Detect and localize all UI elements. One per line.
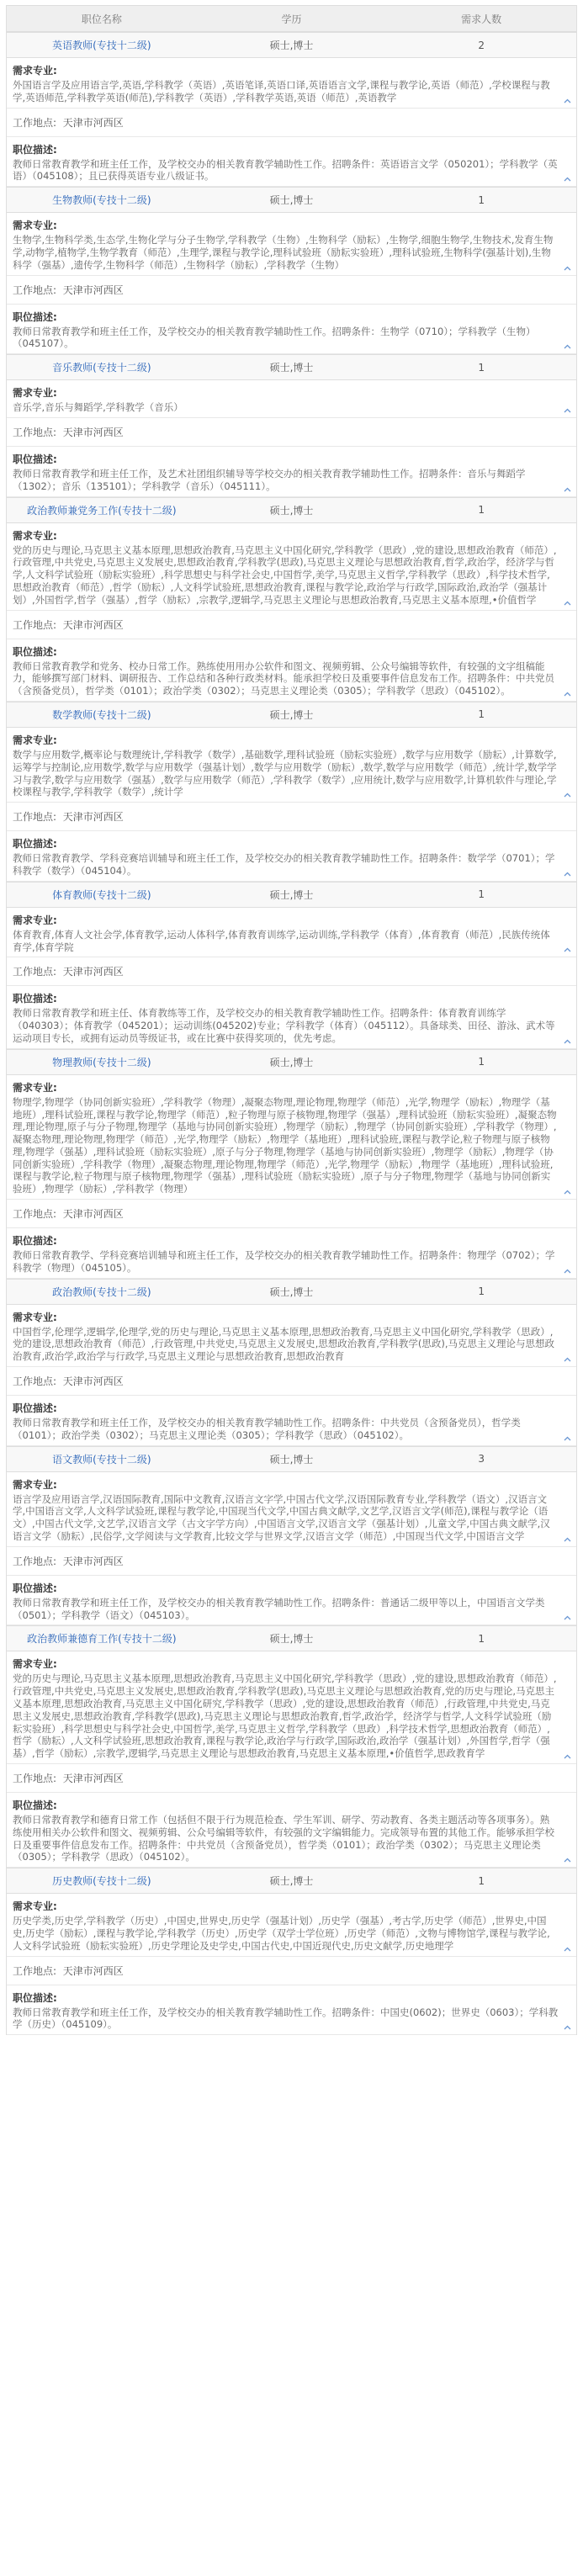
job-item xyxy=(6,187,577,354)
job-row xyxy=(7,187,576,213)
job-title-link[interactable]: 音乐教师(专技十二级) xyxy=(52,362,151,374)
location-line xyxy=(7,418,576,447)
collapse-chevron-icon[interactable] xyxy=(564,1946,571,1953)
description-text: 教师日常教育教学和班主任、体育教练等工作，及学校交办的相关教育教学辅助性工作。招聘条件：体育教育训练学（040303）；体育教学（045201）；运动训练(045202)专业；学科教学（体育）（045112）。具备球类、田径、游泳、武术等运动项目专长，或拥有运动员等级证书，或在比赛中获得奖项的，优先考虑。 xyxy=(13,1007,555,1044)
major-text: 音乐学,音乐与舞蹈学,学科教学（音乐） xyxy=(13,401,183,414)
collapse-chevron-icon[interactable] xyxy=(564,1038,571,1046)
description-text: 教师日常教育教学、学科竞赛培训辅导和班主任工作，及学校交办的相关教育教学辅助性工作。招聘条件：物理学（0702）；学科教学（物理）（045105）。 xyxy=(13,1249,555,1274)
location-value: 天津市河西区 xyxy=(62,116,124,129)
collapse-chevron-icon[interactable] xyxy=(564,946,571,954)
job-count: 1 xyxy=(478,1874,485,1887)
location-label: 工作地点: xyxy=(13,1208,57,1221)
description-label: 职位描述: xyxy=(13,1799,57,1812)
location-line xyxy=(7,276,576,305)
major-label: 需求专业: xyxy=(13,1900,57,1913)
job-row xyxy=(7,1049,576,1075)
job-list xyxy=(6,5,577,2035)
job-row xyxy=(7,702,576,728)
job-education: 硕士,博士 xyxy=(269,1285,314,1298)
job-count: 1 xyxy=(478,888,485,901)
description-label: 职位描述: xyxy=(13,453,57,465)
location-value: 天津市河西区 xyxy=(62,811,124,824)
description-section xyxy=(7,137,576,188)
job-education: 硕士,博士 xyxy=(269,40,314,51)
description-label: 职位描述: xyxy=(13,1582,57,1594)
major-section xyxy=(7,1472,576,1547)
collapse-chevron-icon[interactable] xyxy=(564,691,571,698)
job-row xyxy=(7,1279,576,1305)
description-text: 教师日常教育教学和班主任工作，及学校交办的相关教育教学辅助性工作。招聘条件：中共党员（含预备党员），哲学类（0101）；政治学类（0302）；马克思主义理论类（0305）；学科教学（思政）（045102）。 xyxy=(13,1417,521,1441)
job-title-link[interactable]: 英语教师(专技十二级) xyxy=(52,40,151,51)
major-label: 需求专业: xyxy=(13,220,57,232)
description-section xyxy=(7,639,576,702)
job-education: 硕士,博士 xyxy=(269,362,314,374)
major-section xyxy=(7,213,576,275)
description-label: 职位描述: xyxy=(13,143,57,156)
job-education: 硕士,博士 xyxy=(269,708,314,721)
job-education: 硕士,博士 xyxy=(269,1453,314,1466)
job-item xyxy=(6,702,577,882)
location-line xyxy=(7,1200,576,1228)
job-row xyxy=(7,32,576,58)
major-text: 外国语言学及应用语言学,英语,学科教学（英语）,英语笔译,英语口译,英语语言文学,课程与教学论,英语（师范）,学校课程与教学,英语师范,学科教学英语(师范),学科教学（英语）,学科教学英语,英语（师范）,英语教学 xyxy=(13,79,550,103)
collapse-chevron-icon[interactable] xyxy=(564,1614,571,1622)
major-section xyxy=(7,1075,576,1200)
description-section xyxy=(7,1985,576,2036)
job-item xyxy=(6,1446,577,1626)
job-item xyxy=(6,1279,577,1446)
collapse-chevron-icon[interactable] xyxy=(564,486,571,494)
description-label: 职位描述: xyxy=(13,1402,57,1415)
collapse-chevron-icon[interactable] xyxy=(564,1435,571,1443)
description-label: 职位描述: xyxy=(13,310,57,323)
job-title-link[interactable]: 政治教师(专技十二级) xyxy=(52,1285,151,1298)
major-label: 需求专业: xyxy=(13,1658,57,1671)
major-section xyxy=(7,380,576,418)
job-title-link[interactable]: 生物教师(专技十二级) xyxy=(52,194,151,207)
major-section xyxy=(7,58,576,109)
location-value: 天津市河西区 xyxy=(62,1773,124,1785)
major-text: 党的历史与理论,马克思主义基本原理,思想政治教育,马克思主义中国化研究,学科教学（思政）,党的建设,思想政治教育（师范）,行政管理,中共党史,马克思主义发展史,思想政治教育,学科教学(思政),马克思主义理论与思想政治教育,哲学,政治学，经济学与哲学,人文科学试验班（励耘实验班）,科学思想史与科学社会史,中国哲学,美学,马克思主义哲学,学科教学（思政）,科学技术哲学,思想政治教育（师范）,哲学（励耘）,人文科学试验班,思想政治教育,课程与教学论,政治学与行政学,国际政治,政治学（强基计划）,外国哲学,哲学（强基）,哲学（励耘）,宗教学,逻辑学,马克思主义理论与思想政治教育,马克思主义基本原理,•价值哲学 xyxy=(13,543,557,606)
header-count: 需求人数 xyxy=(461,13,502,25)
description-section xyxy=(7,986,576,1048)
location-label: 工作地点: xyxy=(13,618,57,631)
major-label: 需求专业: xyxy=(13,387,57,400)
description-label: 职位描述: xyxy=(13,993,57,1005)
description-section xyxy=(7,1793,576,1868)
table-header xyxy=(6,5,577,32)
location-value: 天津市河西区 xyxy=(62,1208,124,1221)
location-value: 天津市河西区 xyxy=(62,1375,124,1388)
location-value: 天津市河西区 xyxy=(62,966,124,978)
job-title-link[interactable]: 政治教师兼党务工作(专技十二级) xyxy=(27,504,177,517)
job-title-link[interactable]: 语文教师(专技十二级) xyxy=(52,1453,151,1466)
job-title-link[interactable]: 物理教师(专技十二级) xyxy=(52,1056,151,1068)
job-row xyxy=(7,1446,576,1472)
description-text: 教师日常教育教学和德育日常工作（包括但不限于行为规范检查、学生军训、研学、劳动教育、各类主题活动等各项事务）。熟练使用相关办公软件和图文、视频剪辑、公众号编辑等软件，有较强的文字编辑能力。完成领导布置的其他工作。能够承担学校日及重要事件信息发布工作。招聘条件：中共党员（含预备党员），哲学类（0101）；政治学类（0302）；马克思主义理论类（0305）；学科教学（思政）（045102）。 xyxy=(13,1814,554,1863)
job-title-link[interactable]: 政治教师兼德育工作(专技十二级) xyxy=(27,1633,177,1646)
collapse-chevron-icon[interactable] xyxy=(564,792,571,799)
description-text: 教师日常教育教学和班主任工作，及学校交办的相关教育教学辅助性工作。招聘条件：中国史(0602)；世界史（0603）；学科教学（历史）（045109）。 xyxy=(13,2006,559,2031)
major-label: 需求专业: xyxy=(13,1478,57,1491)
job-row xyxy=(7,1868,576,1894)
job-item xyxy=(6,1049,577,1279)
job-education: 硕士,博士 xyxy=(269,1875,314,1888)
description-text: 教师日常教育教学和班主任工作，及学校交办的相关教育教学辅助性工作。招聘条件：英语语言文学（050201）；学科教学（英语）（045108）；且已获得英语专业八级证书。 xyxy=(13,157,558,183)
location-value: 天津市河西区 xyxy=(62,1555,124,1567)
job-count: 3 xyxy=(478,1453,485,1466)
collapse-chevron-icon[interactable] xyxy=(564,600,571,607)
description-label: 职位描述: xyxy=(13,645,57,658)
job-education: 硕士,博士 xyxy=(269,888,314,901)
major-label: 需求专业: xyxy=(13,65,57,77)
collapse-chevron-icon[interactable] xyxy=(564,407,571,415)
major-text: 中国哲学,伦理学,逻辑学,伦理学,党的历史与理论,马克思主义基本原理,思想政治教育,马克思主义中国化研究,学科教学（思政）,党的建设,思想政治教育（师范）,行政管理,中共党史,马克思主义发展史,思想政治教育,学科教学(思政),马克思主义理论与思想政治教育,政治学,政治学与行政学,马克思主义理论与思想政治教育,思想政治教育 xyxy=(13,1325,555,1363)
location-label: 工作地点: xyxy=(13,1555,57,1567)
description-text: 教师日常教育教学、学科竞赛培训辅导和班主任工作，及学校交办的相关教育教学辅助性工作。招聘条件：数学学（0701）；学科教学（数学）（045104）。 xyxy=(13,852,555,877)
job-count: 1 xyxy=(478,708,485,721)
major-text: 生物学,生物科学类,生态学,生物化学与分子生物学,学科教学（生物）,生物科学（励耘）,生物学,细胞生物学,生物技术,发育生物学,动物学,植物学,生物学教育（师范）,生理学,课程与教学论,理科试验班（励耘实验班）,理科试验班,生物科学(强基计划),生物科学（强基）,遗传学,生物科学（师范）,生物科学（励耘）,学科教学（生物） xyxy=(13,234,554,271)
description-section xyxy=(7,305,576,355)
job-title-link[interactable]: 体育教师(专技十二级) xyxy=(52,888,151,901)
location-line xyxy=(7,109,576,137)
major-section xyxy=(7,1894,576,1956)
location-label: 工作地点: xyxy=(13,1375,57,1388)
major-label: 需求专业: xyxy=(13,529,57,542)
major-label: 需求专业: xyxy=(13,1081,57,1094)
job-item xyxy=(6,32,577,187)
description-section xyxy=(7,1396,576,1446)
location-line xyxy=(7,611,576,639)
major-text: 体育教育,体育人文社会学,体育教学,运动人体科学,体育教育训练学,运动训练,学科教学（体育）,体育教育（师范）,民族传统体育学,体育学院 xyxy=(13,928,550,953)
job-row xyxy=(7,354,576,380)
major-label: 需求专业: xyxy=(13,914,57,926)
major-section xyxy=(7,1305,576,1367)
collapse-chevron-icon[interactable] xyxy=(564,1356,571,1364)
location-label: 工作地点: xyxy=(13,1773,57,1785)
description-text: 教师日常教育教学和班主任工作，及学校交办的相关教育教学辅助性工作。招聘条件：普通话二级甲等以上，中国语言文学类（0501）；学科教学（语文）（045103）。 xyxy=(13,1596,545,1621)
description-section xyxy=(7,1228,576,1279)
location-line xyxy=(7,803,576,831)
description-label: 职位描述: xyxy=(13,1235,57,1248)
job-count: 1 xyxy=(478,1632,485,1645)
collapse-chevron-icon[interactable] xyxy=(564,1857,571,1864)
job-row xyxy=(7,497,576,523)
major-section xyxy=(7,523,576,611)
major-text: 物理学,物理学（协同创新实验班）,学科教学（物理）,凝聚态物理,理论物理,物理学（师范）,光学,物理学（励耘）,物理学（基地班）,理科试验班,课程与教学论,物理学（师范）,粒子物理与原子核物理,物理学（强基）,理科试验班（励耘实验班）,凝聚态物理,理论物理,原子与分子物理,物理学（基地与协同创新实验班）,物理学（励耘）,物理学（协同创新实验班）,学科教学（物理）,凝聚态物理,理论物理,物理学（师范）,光学,物理学（励耘）,物理学（基地班）,理科试验班,课程与教学论,粒子物理与原子核物理,物理学（强基）,理科试验班（励耘实验班）,原子与分子物理,物理学（基地与协同创新实验班）,物理学（励耘）,物理学（协同创新实验班）,学科教学（物理）,凝聚态物理,理论物理,物理学（师范）,光学,物理学（励耘）,物理学（基地班）,理科试验班,课程与教学论,粒子物理与原子核物理,物理学（强基）,理科试验班（励耘实验班）,原子与分子物理,物理学（基地与协同创新实验班）,物理学（励耘）,学科教学（物理） xyxy=(13,1095,557,1195)
job-item xyxy=(6,354,577,496)
major-section xyxy=(7,1651,576,1764)
job-education: 硕士,博士 xyxy=(269,504,314,517)
location-value: 天津市河西区 xyxy=(62,1964,124,1977)
description-section xyxy=(7,447,576,497)
job-education: 硕士,博士 xyxy=(269,1056,314,1068)
job-count: 1 xyxy=(478,1056,485,1068)
major-section xyxy=(7,908,576,958)
job-count: 1 xyxy=(478,193,485,206)
job-item xyxy=(6,497,577,702)
description-text: 教师日常教育教学和班主任工作，及学校交办的相关教育教学辅助性工作。招聘条件：生物学（0710）；学科教学（生物）（045107）。 xyxy=(13,325,536,350)
major-label: 需求专业: xyxy=(13,1311,57,1323)
location-value: 天津市河西区 xyxy=(62,618,124,631)
header-job-name: 职位名称 xyxy=(81,13,122,25)
location-line xyxy=(7,1547,576,1576)
location-line xyxy=(7,1764,576,1793)
collapse-chevron-icon[interactable] xyxy=(564,1536,571,1544)
job-title-link[interactable]: 数学教师(专技十二级) xyxy=(52,708,151,721)
location-label: 工作地点: xyxy=(13,116,57,129)
job-count: 1 xyxy=(478,504,485,517)
job-item xyxy=(6,882,577,1049)
collapse-chevron-icon[interactable] xyxy=(564,2024,571,2032)
location-label: 工作地点: xyxy=(13,1964,57,1977)
location-line xyxy=(7,1367,576,1396)
description-section xyxy=(7,831,576,882)
job-item xyxy=(6,1625,577,1868)
description-section xyxy=(7,1576,576,1626)
job-count: 1 xyxy=(478,1285,485,1298)
header-education: 学历 xyxy=(281,13,302,25)
location-label: 工作地点: xyxy=(13,811,57,824)
location-value: 天津市河西区 xyxy=(62,284,124,296)
collapse-chevron-icon[interactable] xyxy=(564,98,571,105)
location-label: 工作地点: xyxy=(13,966,57,978)
major-text: 数学与应用数学,概率论与数理统计,学科教学（数学）,基础数学,理科试验班（励耘实验班）,数学与应用数学（励耘）,计算数学,运筹学与控制论,应用数学,数学与应用数学（强基计划）,数学与应用数学（励耘）,数学,数学与应用数学（师范）,统计学,数学学习与教学,数学与应用数学（强基）,数学与应用数学（师范）,学科教学（数学）,应用统计,数学与应用数学,计算机软件与理论,学校课程与教学,学科教学（数学）,统计学 xyxy=(13,748,557,798)
collapse-chevron-icon[interactable] xyxy=(564,1268,571,1275)
location-label: 工作地点: xyxy=(13,284,57,296)
collapse-chevron-icon[interactable] xyxy=(564,343,571,351)
job-item xyxy=(6,1868,577,2035)
location-label: 工作地点: xyxy=(13,426,57,438)
collapse-chevron-icon[interactable] xyxy=(564,176,571,183)
description-text: 教师日常教育教学和党务、校办日常工作。熟练使用用办公软件和图文、视频剪辑、公众号编辑等软件，有较强的文字组稿能力，能够撰写部门材料、调研报告、工作总结和各种行政类材料。能承担学校日及重要事件信息发布工作。招聘条件：中共党员（含预备党员），哲学类（0101）；政治学类（0302）；马克思主义理论类（0305）；学科教学（思政）（045102）。 xyxy=(13,660,554,697)
job-row xyxy=(7,882,576,908)
job-row xyxy=(7,1625,576,1651)
collapse-chevron-icon[interactable] xyxy=(564,871,571,878)
major-text: 语言学及应用语言学,汉语国际教育,国际中文教育,汉语言文字学,中国古代文学,汉语国际教育专业,学科教学（语文）,汉语言文学,中国语言文学,人文科学试验班,课程与教学论,中国现当代文学,中国古典文献学,文艺学,汉语言文学(师范),课程与教学论（语文）,中国古代文学,文艺学,汉语言文学（古文字学方向）,中国语言文学,汉语言文学（强基计划）,儿童文学,中国古典文献学,汉语言文学（励耘）,民俗学,文学阅读与文学教育,比较文学与世界文学,汉语言文学（师范）,中国现当代文学,中国语言文学 xyxy=(13,1492,550,1543)
job-education: 硕士,博士 xyxy=(269,1633,314,1646)
location-line xyxy=(7,957,576,986)
description-text: 教师日常教育教学和班主任工作，及艺术社团组织辅导等学校交办的相关教育教学辅助性工作。招聘条件：音乐与舞蹈学（1302）；音乐（135101）；学科教学（音乐）（045111）。 xyxy=(13,467,526,492)
major-section xyxy=(7,728,576,803)
job-count: 2 xyxy=(478,39,485,51)
major-text: 党的历史与理论,马克思主义基本原理,思想政治教育,马克思主义中国化研究,学科教学（思政）,党的建设,思想政治教育（师范）,行政管理,中共党史,马克思主义发展史,思想政治教育,学科教学(思政),马克思主义理论与思想政治教育,党的历史与理论,马克思主义基本原理,思想政治教育,马克思主义中国化研究,学科教学（思政）,党的建设,思想政治教育（师范）,行政管理,中共党史,马克思主义发展史,思想政治教育,学科教学(思政),马克思主义理论与思想政治教育,哲学,政治学，经济学与哲学,人文科学试验班（励耘实验班）,科学思想史与科学社会史,中国哲学,美学,马克思主义哲学,学科教学（思政）,科学技术哲学,思想政治教育（师范）,哲学（励耘）,人文科学试验班,思想政治教育,课程与教学论,政治学与行政学,国际政治,政治学（强基计划）,外国哲学,哲学（强基）,哲学（励耘）,宗教学,逻辑学,马克思主义理论与思想政治教育,马克思主义基本原理,•价值哲学,思政教育学 xyxy=(13,1672,557,1760)
job-title-link[interactable]: 历史教师(专技十二级) xyxy=(52,1875,151,1888)
major-label: 需求专业: xyxy=(13,734,57,746)
major-text: 历史学类,历史学,学科教学（历史）,中国史,世界史,历史学（强基计划）,历史学（强基）,考古学,历史学（师范）,世界史,中国史,历史学（励耘）,课程与教学论,学科教学（历史）,历史学（双学士学位班）,历史学（师范）,文物与博物馆学,课程与教学论,人文科学试验班（励耘实验班）,历史学理论及史学史,中国古代史,中国近现代史,历史文献学,历史地理学 xyxy=(13,1915,550,1952)
collapse-chevron-icon[interactable] xyxy=(564,265,571,273)
location-line xyxy=(7,1957,576,1985)
collapse-chevron-icon[interactable] xyxy=(564,1189,571,1196)
description-label: 职位描述: xyxy=(13,838,57,851)
job-count: 1 xyxy=(478,361,485,374)
description-label: 职位描述: xyxy=(13,1991,57,2004)
job-education: 硕士,博士 xyxy=(269,194,314,207)
location-value: 天津市河西区 xyxy=(62,426,124,438)
collapse-chevron-icon[interactable] xyxy=(564,1753,571,1761)
